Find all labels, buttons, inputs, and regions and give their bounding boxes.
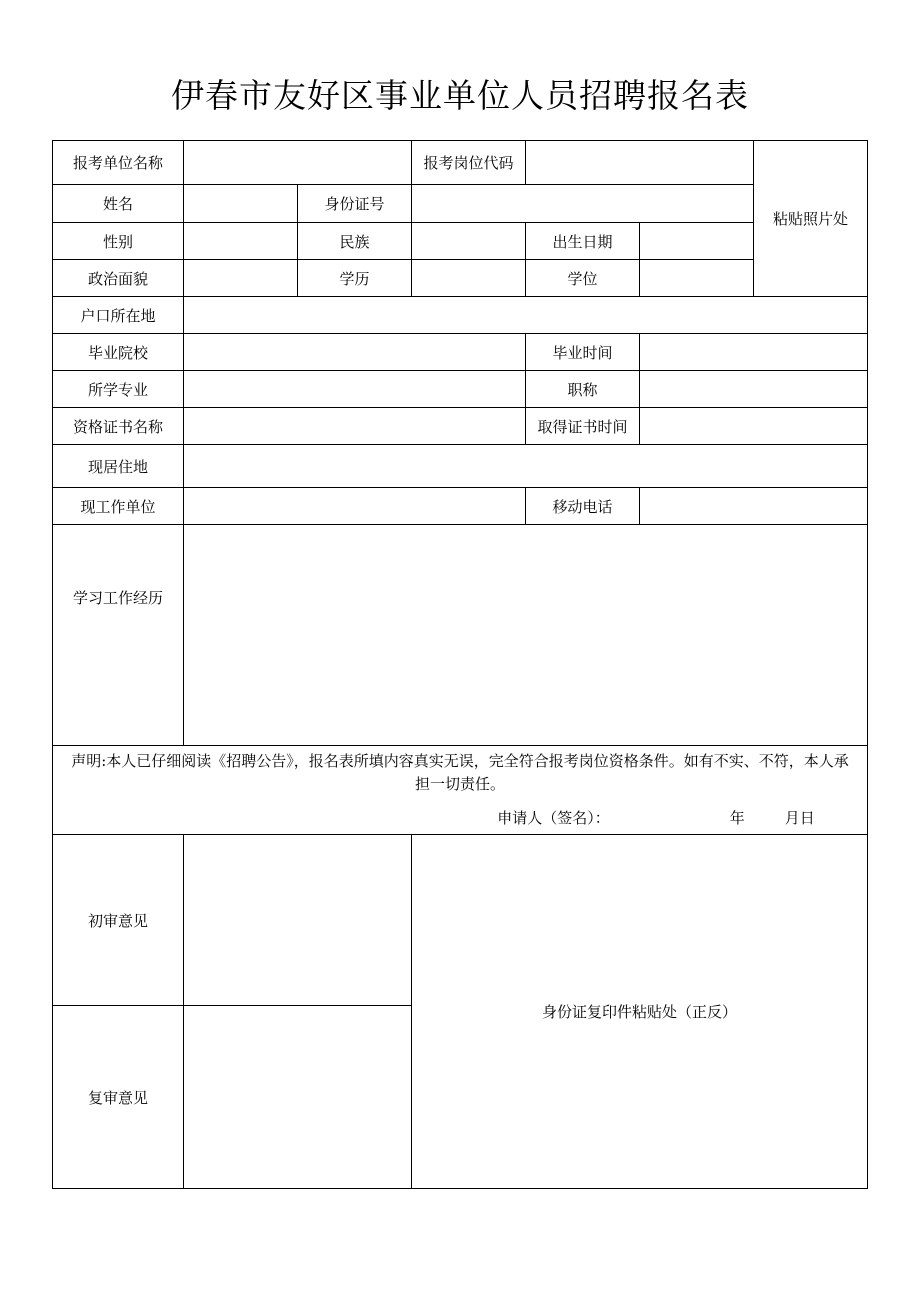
name-label: 姓名: [53, 185, 184, 223]
id-copy-area[interactable]: 身份证复印件粘贴处（正反）: [412, 835, 868, 1189]
gender-field[interactable]: [184, 223, 298, 260]
experience-field[interactable]: [184, 525, 868, 746]
work-unit-label: 现工作单位: [53, 488, 184, 525]
certificate-time-field[interactable]: [640, 408, 868, 445]
signature-label: 申请人（签名）：: [497, 809, 610, 827]
apply-unit-label: 报考单位名称: [53, 141, 184, 185]
household-location-label: 户口所在地: [53, 297, 184, 334]
declaration-line-1: 声明:本人已仔细阅读《招聘公告》，报名表所填内容真实无误，完全符合报考岗位资格条件。如有不实、不符，本人承: [71, 752, 849, 770]
residence-field[interactable]: [184, 445, 868, 488]
post-code-label: 报考岗位代码: [412, 141, 526, 185]
birth-date-label: 出生日期: [526, 223, 640, 260]
ethnicity-label: 民族: [298, 223, 412, 260]
political-status-label: 政治面貌: [53, 260, 184, 297]
political-status-field[interactable]: [184, 260, 298, 297]
declaration-line-2: 担一切责任。: [414, 775, 505, 793]
photo-area[interactable]: 粘贴照片处: [754, 141, 868, 297]
ethnicity-field[interactable]: [412, 223, 526, 260]
school-field[interactable]: [184, 334, 526, 371]
household-location-field[interactable]: [184, 297, 868, 334]
id-number-label: 身份证号: [298, 185, 412, 223]
first-review-label: 初审意见: [53, 835, 184, 1006]
degree-field[interactable]: [640, 260, 754, 297]
second-review-label: 复审意见: [53, 1006, 184, 1189]
name-field[interactable]: [184, 185, 298, 223]
title-rank-field[interactable]: [640, 371, 868, 408]
major-label: 所学专业: [53, 371, 184, 408]
graduation-time-field[interactable]: [640, 334, 868, 371]
first-review-field[interactable]: [184, 835, 412, 1006]
major-field[interactable]: [184, 371, 526, 408]
birth-date-field[interactable]: [640, 223, 754, 260]
registration-form-table: [52, 140, 868, 1189]
second-review-field[interactable]: [184, 1006, 412, 1189]
certificate-time-label: 取得证书时间: [526, 408, 640, 445]
apply-unit-field[interactable]: [184, 141, 412, 185]
certificate-name-label: 资格证书名称: [53, 408, 184, 445]
month-day-label: 月日: [784, 809, 815, 827]
certificate-name-field[interactable]: [184, 408, 526, 445]
mobile-label: 移动电话: [526, 488, 640, 525]
declaration-block: [53, 746, 868, 835]
post-code-field[interactable]: [526, 141, 754, 185]
residence-label: 现居住地: [53, 445, 184, 488]
school-label: 毕业院校: [53, 334, 184, 371]
education-label: 学历: [298, 260, 412, 297]
degree-label: 学位: [526, 260, 640, 297]
title-rank-label: 职称: [526, 371, 640, 408]
signature-row: [53, 807, 867, 830]
gender-label: 性别: [53, 223, 184, 260]
year-label: 年: [729, 809, 745, 827]
education-field[interactable]: [412, 260, 526, 297]
experience-label: 学习工作经历: [53, 525, 184, 746]
graduation-time-label: 毕业时间: [526, 334, 640, 371]
id-number-field[interactable]: [412, 185, 754, 223]
work-unit-field[interactable]: [184, 488, 526, 525]
mobile-field[interactable]: [640, 488, 868, 525]
form-title: 伊春市友好区事业单位人员招聘报名表: [171, 76, 749, 115]
